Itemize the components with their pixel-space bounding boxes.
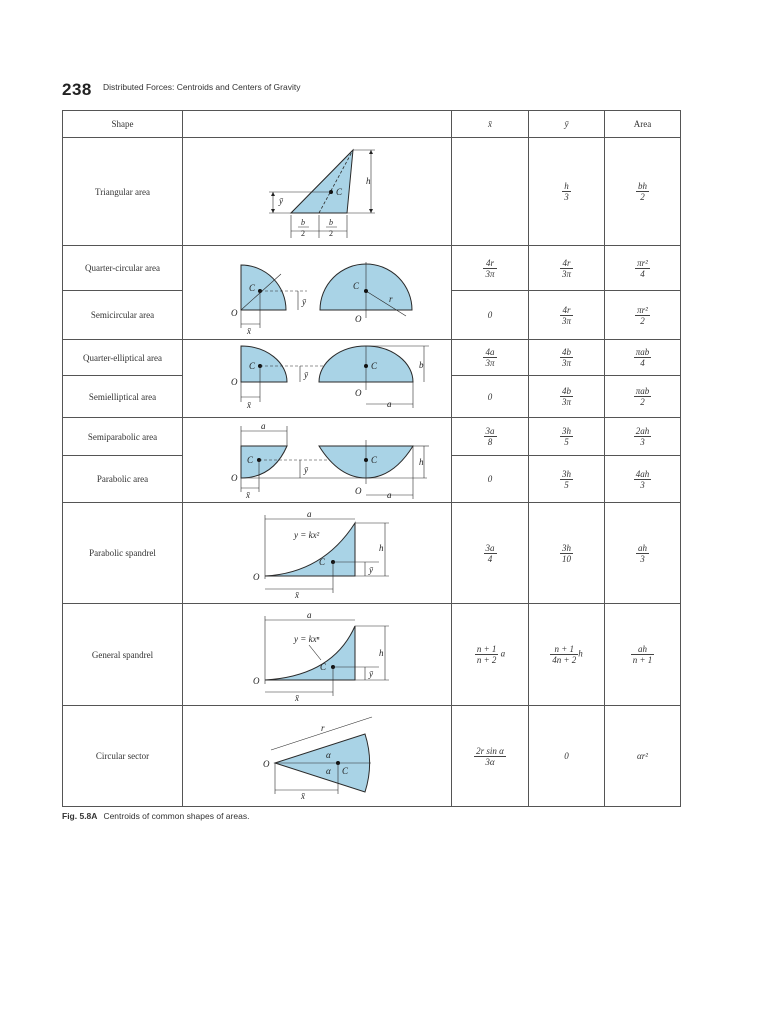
frac-num: 2ah	[635, 426, 650, 436]
alpha-label-bottom: α	[326, 766, 331, 776]
circular-figure	[183, 246, 452, 340]
frac-num: h	[564, 181, 569, 191]
table-row	[63, 340, 681, 376]
ybar-cell	[529, 340, 605, 376]
origin-label: O	[231, 377, 238, 387]
header-ybar: ȳ	[529, 111, 605, 138]
xbar-cell	[452, 503, 529, 604]
shape-name: Triangular area	[63, 138, 183, 246]
figure-cell-sector	[183, 706, 452, 807]
ybar-label: ȳ	[302, 297, 306, 307]
frac-den: 3π	[561, 268, 571, 279]
circular-sector-figure	[183, 706, 452, 807]
area-cell	[605, 503, 681, 604]
xbar-cell	[452, 418, 529, 456]
figure-caption	[62, 811, 249, 821]
area-cell	[605, 604, 681, 706]
figure-cell-triangle	[183, 138, 452, 246]
ybar-cell	[529, 503, 605, 604]
half-b-den-1: 2	[301, 229, 305, 238]
header-xbar: x̄	[452, 111, 529, 138]
equation-label: y = kxⁿ	[294, 634, 320, 644]
origin-label: O	[231, 473, 238, 483]
figure-cell-circular	[183, 246, 452, 340]
frac-num: ah	[638, 542, 647, 553]
shape-name: General spandrel	[63, 604, 183, 706]
frac-den: 2	[640, 192, 645, 202]
xbar-label: x̄	[295, 590, 299, 600]
figure-cell-elliptical	[183, 340, 452, 418]
a-label: a	[387, 399, 392, 409]
frac-num: 3a	[485, 426, 495, 436]
ybar-cell	[529, 246, 605, 291]
area-cell	[605, 340, 681, 376]
origin-label: O	[253, 572, 260, 582]
centroid-label: C	[320, 662, 327, 672]
h-arrow-top	[369, 150, 373, 154]
table-row	[63, 246, 681, 291]
frac-den: 2	[640, 315, 645, 326]
frac-num: 3h	[562, 468, 571, 479]
frac-num: 3h	[562, 542, 571, 553]
ybar-cell: 0	[529, 706, 605, 807]
xbar-cell	[452, 138, 529, 246]
frac-num: 3h	[562, 426, 571, 436]
centroid-label: C	[371, 361, 378, 371]
xbar-label: x̄	[301, 791, 305, 801]
centroid-label: C	[336, 187, 343, 197]
frac-den: 3π	[561, 397, 571, 407]
frac-den: 3	[564, 192, 569, 202]
r-label: r	[321, 723, 325, 733]
frac-den: 3	[640, 553, 645, 564]
h-label: h	[379, 543, 384, 553]
xbar-cell	[452, 340, 529, 376]
frac-den: 8	[487, 437, 493, 447]
elliptical-figure	[183, 340, 452, 418]
parabolic-figure	[183, 418, 452, 503]
frac-den: 3	[640, 437, 645, 447]
frac-suffix: h	[578, 648, 583, 659]
xbar-label: x̄	[247, 326, 251, 336]
centroid-label: C	[371, 455, 378, 465]
frac-num: 4r	[483, 258, 496, 269]
equation-leader	[309, 645, 321, 660]
frac-den: 4	[487, 553, 493, 564]
frac-num: bh	[638, 181, 647, 191]
frac-num: πr²	[637, 257, 648, 268]
quarter-ellipse-shape	[241, 346, 287, 382]
frac-den: 4	[640, 268, 645, 279]
table-row	[63, 503, 681, 604]
frac-den: 4	[640, 358, 645, 368]
frac-num: 4b	[560, 347, 573, 358]
header-area: Area	[605, 111, 681, 138]
frac-den: 5	[564, 437, 569, 447]
xbar-cell	[452, 604, 529, 706]
frac-den: 3	[640, 479, 645, 490]
area-cell	[605, 418, 681, 456]
shape-name: Circular sector	[63, 706, 183, 807]
frac-num: 4r	[560, 258, 573, 269]
shape-name: Parabolic area	[63, 456, 183, 503]
table-header-row	[63, 111, 681, 138]
page-header	[62, 80, 702, 100]
centroid-dot	[364, 289, 368, 293]
ybar-cell	[529, 418, 605, 456]
h-arrow-bottom	[369, 209, 373, 213]
general-spandrel-figure	[183, 604, 452, 706]
area-cell: αr²	[605, 706, 681, 807]
frac-num: 2r sin α	[476, 745, 504, 756]
figure-cell-parabolic	[183, 418, 452, 503]
xbar-label: x̄	[295, 693, 299, 703]
centroid-dot	[364, 458, 368, 462]
ybar-label: ȳ	[369, 669, 373, 679]
area-cell	[605, 138, 681, 246]
frac-num: 4ah	[635, 468, 650, 479]
frac-den: n + 2	[476, 655, 497, 665]
ybar-label: ȳ	[369, 565, 373, 575]
centroid-label: C	[249, 361, 256, 371]
origin-label: O	[263, 759, 270, 769]
area-cell	[605, 456, 681, 503]
table-row	[63, 138, 681, 246]
xbar-cell: 0	[452, 291, 529, 340]
figure-cell-general-spandrel	[183, 604, 452, 706]
running-title: Distributed Forces: Centroids and Centers of Gravity	[103, 82, 301, 92]
frac-suffix: a	[500, 648, 506, 659]
figure-cell-spandrel	[183, 503, 452, 604]
frac-den: n + 1	[632, 655, 653, 665]
ybar-cell	[529, 138, 605, 246]
frac-den: 2	[640, 397, 645, 407]
centroid-label: C	[319, 557, 326, 567]
xbar-label: x̄	[246, 490, 250, 500]
table-row	[63, 706, 681, 807]
frac-den: 5	[564, 479, 569, 490]
centroid-label: C	[353, 281, 360, 291]
centroid-dot	[364, 364, 368, 368]
caption-text: Centroids of common shapes of areas.	[103, 811, 250, 821]
h-label: h	[379, 648, 384, 658]
frac-num: ah	[631, 644, 655, 655]
shape-name: Semielliptical area	[63, 376, 183, 418]
header-shape: Shape	[63, 111, 183, 138]
ybar-arrow-top	[271, 192, 275, 196]
ybar-cell	[529, 376, 605, 418]
shape-name: Semicircular area	[63, 291, 183, 340]
frac-num: 3a	[485, 542, 495, 553]
frac-den: 3π	[561, 315, 571, 326]
alpha-label-top: α	[326, 750, 331, 760]
h-label: h	[419, 457, 424, 467]
centroid-label: C	[342, 766, 349, 776]
half-b-num-1: b	[301, 218, 305, 227]
table-row	[63, 604, 681, 706]
origin-label: O	[355, 486, 362, 496]
ybar-label: ȳ	[304, 370, 308, 380]
shape-name: Quarter-circular area	[63, 246, 183, 291]
shape-name: Parabolic spandrel	[63, 503, 183, 604]
origin-label: O	[253, 676, 260, 686]
half-b-den-2: 2	[329, 229, 333, 238]
b-label: b	[419, 360, 424, 370]
ybar-arrow-bottom	[271, 209, 275, 213]
quarter-circle-shape	[241, 265, 286, 310]
origin-label: O	[231, 308, 238, 318]
frac-num: πab	[635, 386, 650, 396]
radius-label: r	[389, 294, 393, 304]
a-label: a	[387, 490, 392, 500]
parabolic-spandrel-figure	[183, 503, 452, 604]
frac-den: 3π	[485, 268, 495, 279]
origin-label: O	[355, 314, 362, 324]
frac-num: 4a	[483, 347, 496, 358]
frac-den: 4n + 2	[552, 655, 577, 665]
xbar-cell: 0	[452, 456, 529, 503]
area-cell	[605, 246, 681, 291]
frac-num: πab	[635, 347, 650, 357]
xbar-cell	[452, 706, 529, 807]
header-figure	[183, 111, 452, 138]
page-number: 238	[62, 80, 92, 99]
centroid-table	[62, 110, 681, 807]
area-cell	[605, 376, 681, 418]
centroid-label: C	[249, 283, 256, 293]
ybar-cell	[529, 604, 605, 706]
xbar-label: x̄	[247, 400, 251, 410]
frac-num: n + 1	[550, 644, 578, 655]
ybar-label: ȳ	[304, 465, 308, 475]
frac-num: n + 1	[476, 644, 497, 654]
frac-num: 4r	[560, 305, 573, 316]
frac-den: 3π	[485, 358, 495, 368]
frac-num: 4b	[560, 386, 573, 397]
equation-label: y = kx²	[294, 530, 320, 540]
xbar-cell	[452, 246, 529, 291]
frac-den: 10	[562, 553, 571, 564]
triangle-figure	[183, 138, 452, 246]
area-cell	[605, 291, 681, 340]
centroid-label: C	[247, 455, 254, 465]
ybar-cell	[529, 291, 605, 340]
a-label: a	[307, 610, 312, 620]
shape-name: Quarter-elliptical area	[63, 340, 183, 376]
frac-num: πr²	[637, 304, 648, 315]
ybar-label: ȳ	[279, 196, 283, 206]
a-label: a	[307, 509, 312, 519]
shape-name: Semiparabolic area	[63, 418, 183, 456]
a-label: a	[261, 421, 266, 431]
frac-den: 3π	[561, 358, 571, 368]
h-label: h	[366, 176, 371, 186]
half-b-num-2: b	[329, 218, 333, 227]
origin-label: O	[355, 388, 362, 398]
caption-label: Fig. 5.8A	[62, 811, 98, 821]
frac-den: 3α	[485, 756, 495, 767]
table-row	[63, 418, 681, 456]
ybar-cell	[529, 456, 605, 503]
xbar-cell: 0	[452, 376, 529, 418]
